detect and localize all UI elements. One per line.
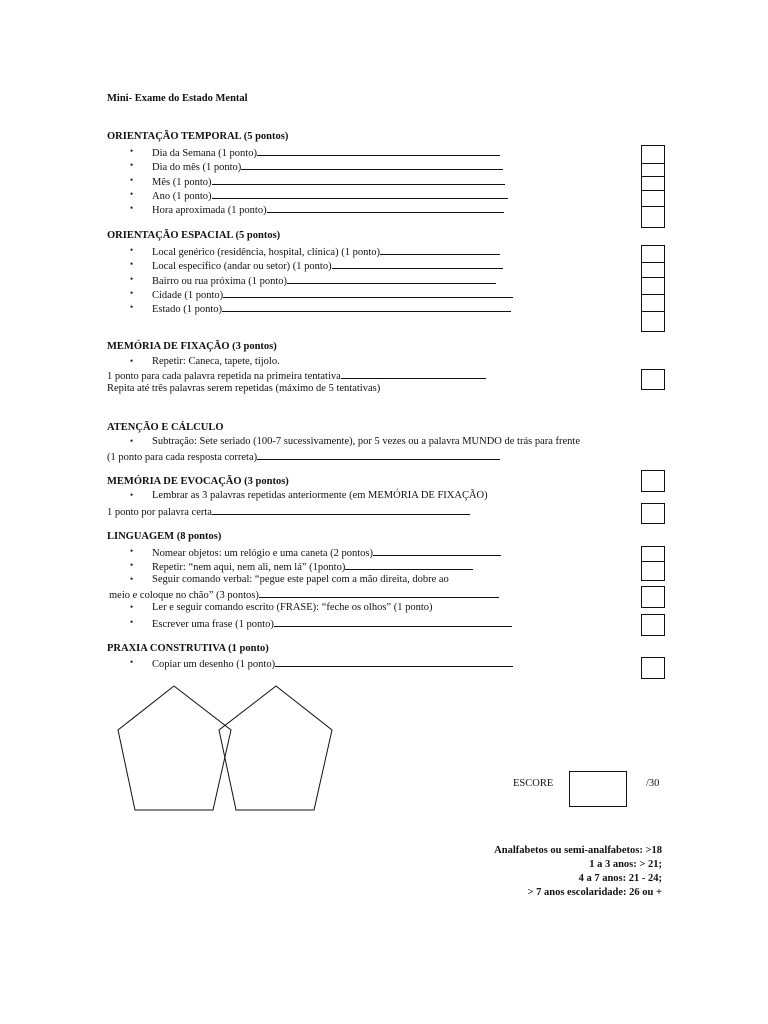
temporal-item-1: Dia da Semana (1 ponto) xyxy=(152,147,500,160)
score-box-espacial-5[interactable] xyxy=(641,311,665,332)
pentagon-left xyxy=(118,686,231,810)
section-heading-espacial: ORIENTAÇÃO ESPACIAL (5 pontos) xyxy=(107,230,281,241)
espacial-item-1: Local genérico (residência, hospital, clínica) (1 ponto) xyxy=(152,246,500,259)
intersecting-pentagons-figure xyxy=(100,676,350,826)
linguagem-item-3: Seguir comando verbal: “pegue este papel com a mão direita, dobre ao xyxy=(152,574,449,585)
atencao-item: Subtração: Sete seriado (100-7 sucessivamente), por 5 vezes ou a palavra MUNDO de trás para frente xyxy=(152,436,581,447)
score-box-temporal-1[interactable] xyxy=(641,145,665,164)
score-box-temporal-3[interactable] xyxy=(641,176,665,191)
section-heading-fixacao: MEMÓRIA DE FIXAÇÃO (3 pontos) xyxy=(107,341,277,352)
evocacao-line-1: 1 ponto por palavra certa xyxy=(107,506,470,519)
temporal-item-3: Mês (1 ponto) xyxy=(152,176,505,189)
score-box-linguagem-2[interactable] xyxy=(641,561,665,581)
bullet: • xyxy=(130,203,134,213)
linguagem-item-1: Nomear objetos: um relógio e uma caneta (2 pontos) xyxy=(152,547,501,560)
norm-mais-7-anos: > 7 anos escolaridade: 26 ou + xyxy=(527,887,662,898)
score-box-evocacao-2[interactable] xyxy=(641,503,665,524)
fixacao-item: Repetir: Caneca, tapete, tijolo. xyxy=(152,356,280,367)
score-box-temporal-4[interactable] xyxy=(641,190,665,207)
fixacao-line-2: Repita até três palavras serem repetidas (máximo de 5 tentativas) xyxy=(107,383,381,394)
linguagem-item-2: Repetir: “nem aqui, nem ali, nem lá” (1ponto) xyxy=(152,561,473,574)
score-box-espacial-3[interactable] xyxy=(641,277,665,295)
linguagem-item-4: Ler e seguir comando escrito (FRASE): “feche os olhos” (1 ponto) xyxy=(152,602,433,613)
bullet: • xyxy=(130,245,134,255)
bullet: • xyxy=(130,288,134,298)
score-box-temporal-5[interactable] xyxy=(641,206,665,228)
fixacao-line-1: 1 ponto para cada palavra repetida na primeira tentativa xyxy=(107,370,486,383)
norm-1-3-anos: 1 a 3 anos: > 21; xyxy=(589,859,662,870)
score-box-espacial-2[interactable] xyxy=(641,262,665,278)
bullet: • xyxy=(130,436,134,446)
bullet: • xyxy=(130,175,134,185)
evocacao-item: Lembrar as 3 palavras repetidas anteriormente (em MEMÓRIA DE FIXAÇÃO) xyxy=(152,490,488,501)
score-box-fixacao[interactable] xyxy=(641,369,665,390)
pentagon-right xyxy=(219,686,332,810)
espacial-item-5: Estado (1 ponto) xyxy=(152,303,511,316)
section-heading-temporal: ORIENTAÇÃO TEMPORAL (5 pontos) xyxy=(107,131,289,142)
section-heading-evocacao: MEMÓRIA DE EVOCAÇÃO (3 pontos) xyxy=(107,476,289,487)
temporal-item-4: Ano (1 ponto) xyxy=(152,190,508,203)
bullet: • xyxy=(130,546,134,556)
norm-analfabetos: Analfabetos ou semi-analfabetos: >18 xyxy=(494,845,662,856)
bullet: • xyxy=(130,657,134,667)
section-heading-atencao: ATENÇÃO E CÁLCULO xyxy=(107,422,224,433)
score-box-linguagem-3[interactable] xyxy=(641,586,665,608)
score-box-linguagem-4[interactable] xyxy=(641,614,665,636)
section-heading-praxia: PRAXIA CONSTRUTIVA (1 ponto) xyxy=(107,643,269,654)
score-max: /30 xyxy=(646,778,660,789)
score-box-praxia[interactable] xyxy=(641,657,665,679)
score-box-temporal-2[interactable] xyxy=(641,163,665,177)
bullet: • xyxy=(130,259,134,269)
bullet: • xyxy=(130,490,134,500)
total-score-box[interactable] xyxy=(569,771,627,807)
linguagem-item-3-cont: meio e coloque no chão” (3 pontos) xyxy=(109,589,499,602)
norm-4-7-anos: 4 a 7 anos: 21 - 24; xyxy=(578,873,662,884)
temporal-item-5: Hora aproximada (1 ponto) xyxy=(152,204,504,217)
bullet: • xyxy=(130,356,134,366)
linguagem-item-5: Escrever uma frase (1 ponto) xyxy=(152,618,512,631)
document-title: Mini- Exame do Estado Mental xyxy=(107,93,248,104)
bullet: • xyxy=(130,274,134,284)
bullet: • xyxy=(130,302,134,312)
score-box-espacial-4[interactable] xyxy=(641,294,665,312)
score-box-espacial-1[interactable] xyxy=(641,245,665,263)
score-box-linguagem-1[interactable] xyxy=(641,546,665,562)
bullet: • xyxy=(130,189,134,199)
praxia-item: Copiar um desenho (1 ponto) xyxy=(152,658,513,671)
score-box-evocacao-1[interactable] xyxy=(641,470,665,492)
bullet: • xyxy=(130,160,134,170)
bullet: • xyxy=(130,617,134,627)
bullet: • xyxy=(130,602,134,612)
score-label: ESCORE xyxy=(513,778,554,789)
atencao-line-1: (1 ponto para cada resposta correta) xyxy=(107,451,500,464)
section-heading-linguagem: LINGUAGEM (8 pontos) xyxy=(107,531,222,542)
espacial-item-2: Local específico (andar ou setor) (1 ponto) xyxy=(152,260,503,273)
temporal-item-2: Dia do mês (1 ponto) xyxy=(152,161,503,174)
bullet: • xyxy=(130,574,134,584)
bullet: • xyxy=(130,560,134,570)
espacial-item-4: Cidade (1 ponto) xyxy=(152,289,513,302)
bullet: • xyxy=(130,146,134,156)
espacial-item-3: Bairro ou rua próxima (1 ponto) xyxy=(152,275,496,288)
